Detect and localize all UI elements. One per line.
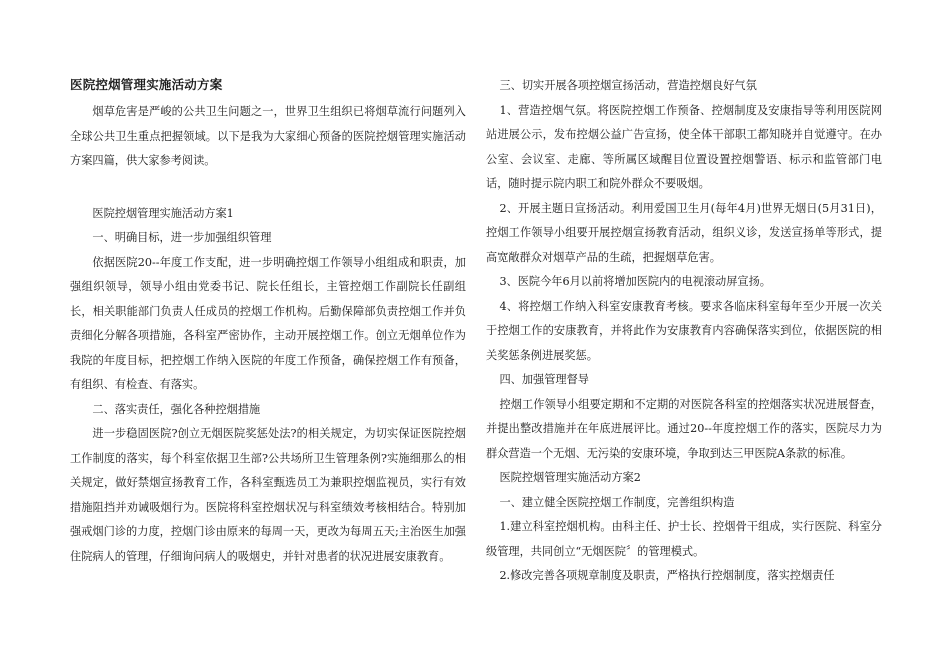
intro-paragraph: 烟草危害是严峻的公共卫生问题之一，世界卫生组织已将烟草流行问题列入全球公共卫生重点把握领域。以下是我为大家细心预备的医院控烟管理实施活动方案四篇，供大家参考阅读。: [70, 105, 466, 167]
section-1-paragraph: 依据医院20--年度工作支配，进一步明确控烟工作领导小组组成和职责，加强组织领导，领导小组由党委书记、院长任组长，主管控烟工作副院长任副组长，相关职能部门负责人任成员的控烟工作机构。后勤保障部负责控烟工作并负责细化分解各项措施，各科室严密协作，主动开展控烟工作。创立无烟单位作为我院的年度目标，把控烟工作纳入医院的年度工作预备，确保控烟工作有预备，有组织、有检查、有落实。: [70, 255, 466, 391]
section-3-item-2: 2、开展主题日宣扬活动。利用爱国卫生月(每年4月)世界无烟日(5月31日)，控烟工作领导小组要开展控烟宣扬教育活动，组织义诊，发送宣扬单等形式，提高宽敞群众对烟草产品的生疏，把握烟草危害。: [486, 201, 882, 264]
section-3-item-4: 4、将控烟工作纳入科室安康教育考核。要求各临床科室每年至少开展一次关于控烟工作的安康教育，并将此作为安康教育内容确保落实到位，依据医院的相关奖惩条例进展奖惩。: [486, 299, 882, 362]
section-heading-4: 四、加强管理督导: [499, 373, 589, 386]
plan-2-item-1: 1.建立科室控烟机构。由科主任、护士长、控烟骨干组成，实行医院、科室分级管理，共同创立“无烟医院〞的管理模式。: [486, 520, 882, 558]
plan-2-item-2: 2.修改完善各项规章制度及职责，严格执行控烟制度，落实控烟责任: [499, 569, 835, 582]
section-heading-1: 一、明确目标，进一步加强组织管理: [92, 231, 272, 244]
plan-2-title: 医院控烟管理实施活动方案2: [499, 471, 641, 484]
section-3-item-3: 3、医院今年6月以前将增加医院内的电视滚动屏宣扬。: [499, 275, 771, 288]
plan-1-title: 医院控烟管理实施活动方案1: [92, 206, 234, 220]
section-gap: [70, 174, 466, 202]
section-3-item-1: 1、营造控烟气氛。将医院控烟工作预备、控烟制度及安康指导等利用医院网站进展公示，发布控烟公益广告宣扬，使全体干部职工都知晓并自觉遵守。在办公室、会议室、走廊、等所属区域醒目位置设置控烟警语、标示和监管部门电话，随时提示院内职工和院外群众不要吸烟。: [486, 103, 882, 190]
section-heading-3: 三、切实开展各项控烟宣扬活动，营造控烟良好气氛: [499, 79, 757, 92]
section-heading-2: 二、落实责任，强化各种控烟措施: [92, 402, 261, 416]
section-4-paragraph: 控烟工作领导小组要定期和不定期的对医院各科室的控烟落实状况进展督查，并提出整改措施并在年底进展评比。通过20--年度控烟工作的落实，医院尽力为群众营造一个无烟、无污染的安康环境，争取到达三甲医院A条款的标准。: [486, 397, 882, 460]
document-title: 医院控烟管理实施活动方案: [70, 77, 223, 92]
left-column: [70, 74, 466, 569]
section-2-paragraph: 进一步稳固医院?创立无烟医院奖惩处法?的相关规定，为切实保证医院控烟工作制度的落实，每个科室依据卫生部?公共场所卫生管理条例?实施细那么的相关规定，做好禁烟宣扬教育工作，各科室甄选员工为兼职控烟监视员，实行有效措施阻挡并劝诫吸烟行为。医院将科室控烟状况与科室绩效考核相结合。特别加强戒烟门诊的力度，控烟门诊由原来的每周一天，更改为每周五天;主治医生加强住院病人的管理，仔细询问病人的吸烟史，并针对患者的状况进展安康教育。: [70, 427, 466, 563]
plan-2-section-heading-1: 一、建立健全医院控烟工作制度，完善组织构造: [499, 495, 735, 509]
right-column: [486, 74, 882, 589]
